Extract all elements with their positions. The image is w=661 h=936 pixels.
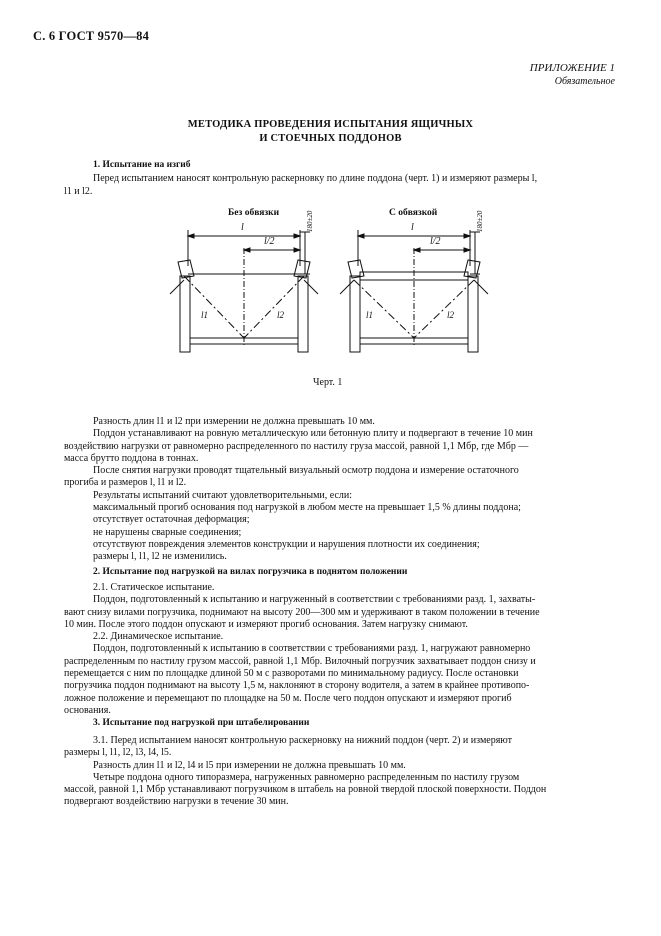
title-line-1: МЕТОДИКА ПРОВЕДЕНИЯ ИСПЫТАНИЯ ЯЩИЧНЫХ [187, 119, 474, 130]
title-line-2: И СТОЕЧНЫХ ПОДДОНОВ [259, 133, 402, 144]
s2-line-0: 2.1. Статическое испытание. [93, 582, 215, 593]
left-dim-l: l [241, 222, 244, 233]
body1-line-6: Результаты испытаний считают удовлетворительными, если: [93, 489, 353, 501]
appendix-status: Обязательное [554, 76, 615, 87]
section-1-heading: 1. Испытание на изгиб [93, 160, 191, 170]
right-l1-label: l1 [366, 310, 374, 320]
s3-line-4: массой, равной 1,1 Mбр устанавливают погрузчиком в штабель на ровной твердой плоской поверхности. Поддон [64, 784, 547, 796]
appendix-title: ПРИЛОЖЕНИЕ 1 [529, 62, 615, 74]
body1-line-2: воздействию нагрузки от равномерно распределенного по настилу груза массой, равной 1,1 Mбр, где Mбр — [64, 440, 529, 452]
section-3-body [64, 735, 598, 809]
right-l2-label: l2 [447, 310, 455, 320]
right-dim-side: 180±20 [476, 210, 484, 232]
s2-line-8: погрузчика поддон поднимают на высоту 1,5 м, наклоняют в сторону водителя, а затем в крайнее противопо- [64, 680, 530, 692]
body1-line-3: масса брутто поддона в тоннах. [64, 452, 199, 464]
section-2-heading: 2. Испытание под нагрузкой на вилах погрузчика в поднятом положении [93, 567, 408, 577]
left-l1-label: l1 [201, 310, 209, 320]
s2-line-10: основания. [64, 704, 111, 716]
s3-line-0: 3.1. Перед испытанием наносят контрольную раскерновку на нижний поддон (черт. 2) и измеряют [93, 735, 513, 746]
section-1-body [64, 416, 598, 564]
body1-line-7: максимальный прогиб основания под нагрузкой в любом месте на превышает 1,5 % длины поддона; [93, 502, 521, 514]
body1-line-5: прогиба и размеров l, l1 и l2. [64, 477, 187, 489]
figure-left-label: Без обвязки [228, 208, 280, 218]
left-dim-half: l/2 [264, 236, 275, 247]
figure-right-label: С обвязкой [389, 208, 438, 218]
right-dim-half: l/2 [430, 236, 441, 247]
figure-caption: Черт. 1 [313, 377, 343, 388]
s2-line-4: 2.2. Динамическое испытание. [93, 631, 224, 643]
s2-line-5: Поддон, подготовленный к испытанию в соответствии с требованиями разд. 1, нагружают равномерно [93, 643, 531, 655]
s2-line-3: 10 мин. После этого поддон опускают и измеряют прогиб основания. Затем нагрузку снимают. [64, 618, 468, 630]
appendix-block [530, 62, 615, 88]
body1-line-1: Поддон устанавливают на ровную металлическую или бетонную плиту и подвергают в течение 10 мин [93, 428, 533, 440]
section-2-body [64, 582, 598, 717]
s3-line-5: подвергают воздействию нагрузки в течение 30 мин. [64, 796, 289, 808]
section-1-intro-line-2: l1 и l2. [64, 186, 93, 197]
document-title [0, 118, 661, 146]
body1-line-4: После снятия нагрузки проводят тщательный визуальный осмотр поддона и измерение остаточного [93, 465, 519, 477]
pallet-without-strapping [170, 230, 318, 352]
body1-line-8: отсутствует остаточная деформация; [93, 514, 250, 526]
body1-line-9: не нарушены сварные соединения; [93, 526, 242, 538]
body1-line-11: размеры l, l1, l2 не изменились. [93, 551, 227, 563]
section-3-heading: 3. Испытание под нагрузкой при штабелировании [93, 718, 310, 728]
body1-line-10: отсутствуют повреждения элементов конструкции и нарушения плотности их соединения; [93, 538, 480, 550]
left-dim-side: 180±20 [306, 210, 314, 232]
s2-line-6: распределенным по настилу грузом массой, равной 1,1 Mбр. Вилочный погрузчик захватывает поддон снизу и [64, 655, 536, 667]
s2-line-7: перемещается с ним по площадке длиной 50 м с разворотами по минимальному радиусу. После остановки [64, 668, 519, 680]
section-1-intro-line-1: Перед испытанием наносят контрольную раскерновку по длине поддона (черт. 1) и измеряют размеры l, [93, 173, 538, 184]
pallet-with-strapping [340, 230, 488, 352]
left-l2-label: l2 [277, 310, 285, 320]
s2-line-9: ложное положение и перемещают по площадке на 50 м. После чего поддон опускают и измеряют прогиб [64, 692, 512, 704]
s2-line-1: Поддон, подготовленный к испытанию и нагруженный в соответствии с требованиями разд. 1, захваты- [93, 594, 536, 606]
figure-1-drawing [160, 218, 500, 358]
body1-line-0: Разность длин l1 и l2 при измерении не должна превышать 10 мм. [93, 416, 375, 427]
s3-line-2: Разность длин l1 и l2, l4 и l5 при измерении не должна превышать 10 мм. [93, 759, 406, 771]
s3-line-1: размеры l, l1, l2, l3, l4, l5. [64, 747, 172, 759]
right-dim-l: l [411, 222, 414, 233]
s3-line-3: Четыре поддона одного типоразмера, нагруженных равномерно распределенным по настилу грузом [93, 771, 520, 783]
page-header: С. 6 ГОСТ 9570—84 [33, 29, 150, 43]
s2-line-2: вают снизу вилами погрузчика, поднимают на высоту 200—300 мм и удерживают в таком положении в течение [64, 606, 540, 618]
